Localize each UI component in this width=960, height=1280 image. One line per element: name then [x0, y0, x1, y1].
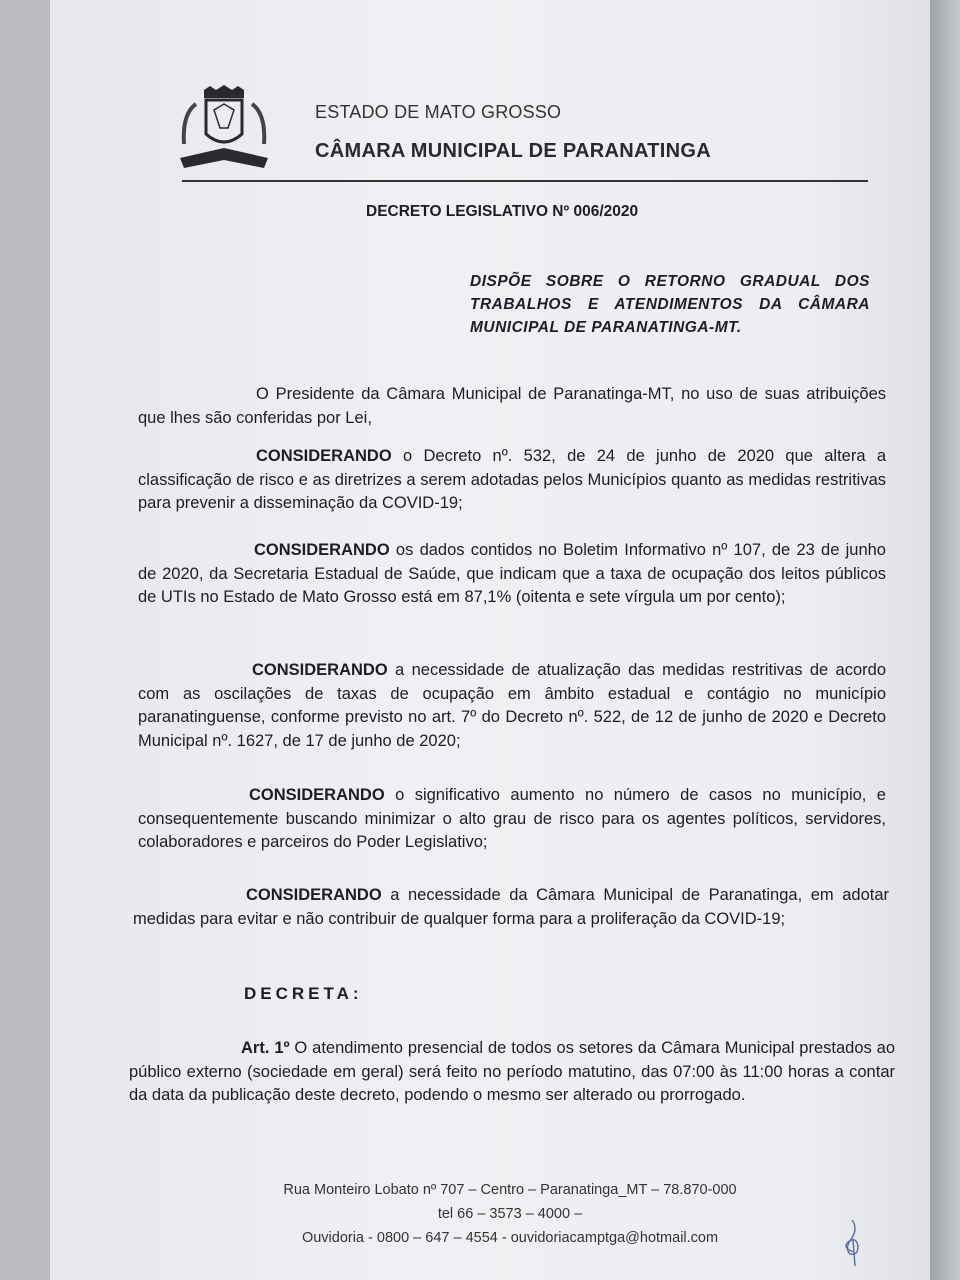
considerando-label: CONSIDERANDO — [254, 541, 390, 559]
considerando-text: o significativo aumento no número de casos no município, e consequentemente buscando minimizar o alto grau de risco para os agentes políticos, servidores, colaboradores e parceiros do Poder Legislativo; — [138, 786, 886, 851]
considerando-text: o Decreto nº. 532, de 24 de junho de 2020 que altera a classificação de risco e as diretrizes a serem adotadas pelos Municípios quanto as medidas restritivas para prevenir a disseminação da COVID-19; — [138, 447, 886, 512]
chamber-name: CÂMARA MUNICIPAL DE PARANATINGA — [315, 140, 711, 162]
considerando-1 — [138, 445, 886, 516]
signature-initials — [838, 1218, 868, 1268]
considerando-2 — [138, 539, 886, 610]
considerando-3 — [138, 659, 886, 753]
considerando-text: a necessidade da Câmara Municipal de Paranatinga, em adotar medidas para evitar e não contribuir de qualquer forma para a proliferação da COVID-19; — [133, 886, 889, 928]
table-background — [930, 0, 960, 1280]
considerando-4 — [138, 784, 886, 855]
considerando-label: CONSIDERANDO — [246, 886, 382, 904]
footer-address: Rua Monteiro Lobato nº 707 – Centro – Paranatinga_MT – 78.870-000 — [283, 1182, 737, 1198]
article-text: O atendimento presencial de todos os setores da Câmara Municipal prestados ao público externo (sociedade em geral) será feito no período matutino, das 07:00 às 11:00 horas a contar da data da publicação deste decreto, podendo o mesmo ser alterado ou prorrogado. — [129, 1039, 896, 1104]
considerando-label: CONSIDERANDO — [249, 786, 385, 804]
header-divider — [182, 180, 868, 182]
considerando-label: CONSIDERANDO — [252, 661, 388, 679]
footer-ombudsman: Ouvidoria - 0800 – 647 – 4554 - ouvidoriacamptga@hotmail.com — [301, 1230, 719, 1246]
considerando-text: a necessidade de atualização das medidas restritivas de acordo com as oscilações de taxas de ocupação em âmbito estadual e contágio no município paranatinguense, conforme previsto no art. 7º do Decreto nº. 522, de 12 de junho de 2020 e Decreto Municipal nº. 1627, de 17 de junho de 2020; — [138, 661, 886, 750]
considerando-text: os dados contidos no Boletim Informativo nº 107, de 23 de junho de 2020, da Secretaria Estadual de Saúde, que indicam que a taxa de ocupação dos leitos públicos de UTIs no Estado de Mato Grosso está em 87,1% (oitenta e sete vírgula um por cento); — [138, 541, 886, 606]
footer — [230, 1178, 790, 1250]
decree-summary: DISPÕE SOBRE O RETORNO GRADUAL DOS TRABALHOS E ATENDIMENTOS DA CÂMARA MUNICIPAL DE PARANATINGA-MT. — [470, 273, 870, 336]
article-1 — [129, 1037, 895, 1108]
decreta-heading: DECRETA: — [244, 984, 363, 1003]
article-label: Art. 1º — [241, 1039, 290, 1057]
coat-of-arms-logo — [176, 84, 272, 174]
decree-title: DECRETO LEGISLATIVO Nº 006/2020 — [366, 203, 639, 220]
preamble: O Presidente da Câmara Municipal de Paranatinga-MT, no uso de suas atribuições que lhes são conferidas por Lei, — [138, 385, 886, 427]
considerando-5 — [133, 884, 889, 931]
footer-phone: tel 66 – 3573 – 4000 – — [437, 1206, 583, 1222]
considerando-label: CONSIDERANDO — [256, 447, 392, 465]
state-name: ESTADO DE MATO GROSSO — [315, 102, 562, 122]
